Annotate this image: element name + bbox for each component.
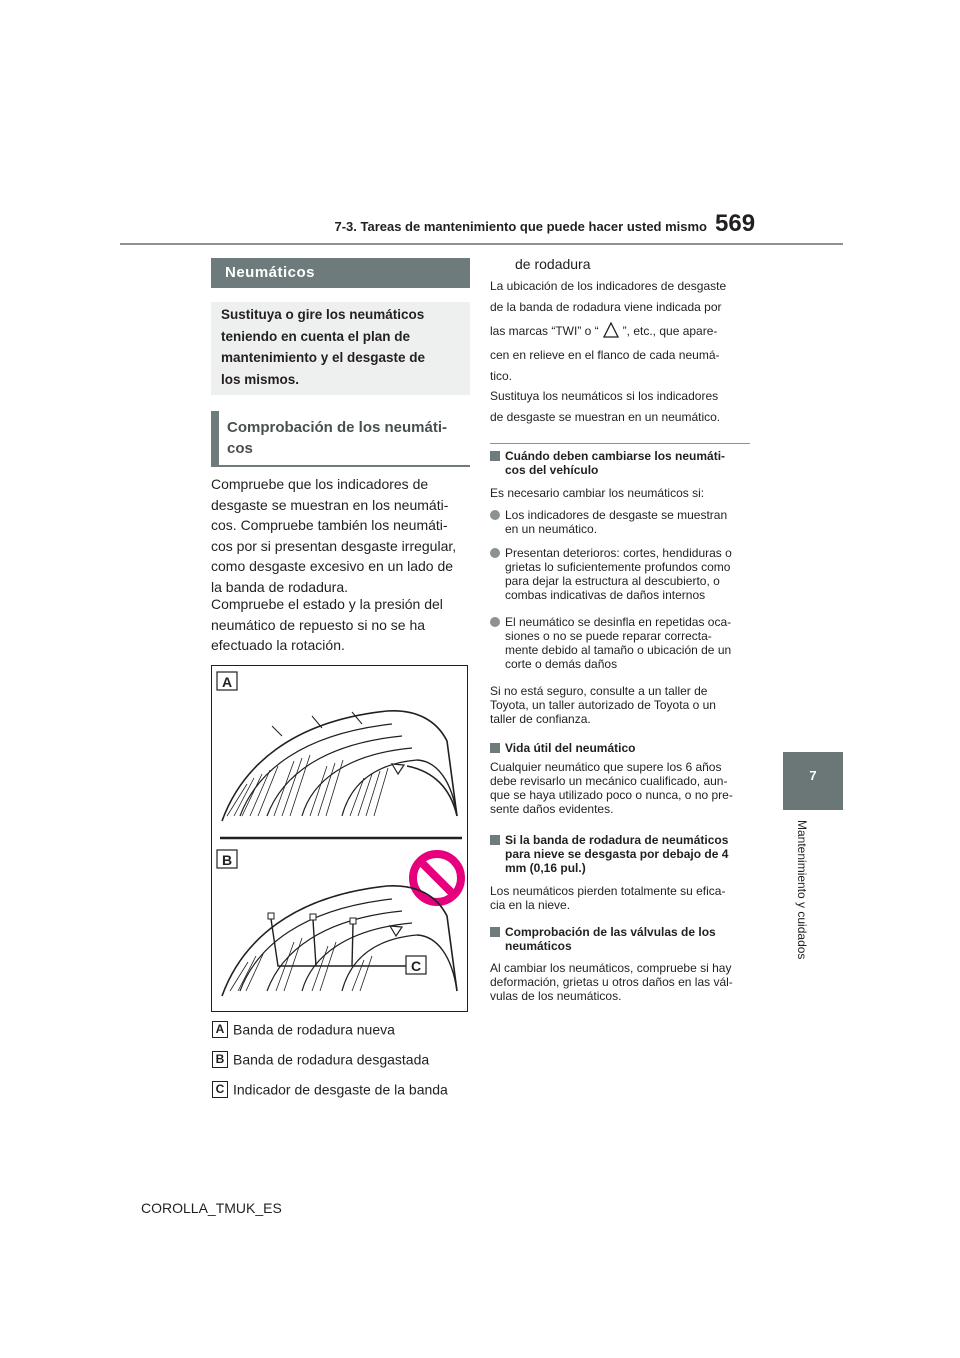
para-line: deformación, grietas u otros daños en las vál-	[490, 975, 733, 989]
prohibited-icon	[413, 854, 461, 902]
heading-line: Cuándo deben cambiarse los neumáti-	[505, 449, 726, 463]
para-line: que se haya utilizado poco o nunca, o no pre-	[490, 788, 733, 802]
legend-text: Banda de rodadura nueva	[233, 1021, 395, 1038]
bullet-item	[490, 546, 752, 602]
chapter-title: Mantenimiento y cuidados	[795, 820, 809, 960]
legend-item-a	[212, 1020, 395, 1040]
new-tread-icon	[222, 711, 457, 821]
wear-indicator-triangle-icon	[603, 322, 619, 338]
twi-line: tico.	[490, 368, 513, 383]
heading-line: Si la banda de rodadura de neumáticos	[505, 833, 729, 847]
heading-line: Vida útil del neumático	[505, 741, 636, 755]
heading-line: para nieve se desgasta por debajo de 4	[505, 847, 729, 861]
twi-line: La ubicación de los indicadores de desgaste	[490, 279, 727, 293]
legend-text: Indicador de desgaste de la banda	[233, 1081, 448, 1098]
sub-heading	[211, 411, 470, 467]
sub-heading-line: cos	[227, 440, 253, 457]
bullet-line: en un neumático.	[505, 522, 598, 536]
paragraph-check	[211, 474, 469, 597]
twi-line-part: ”, etc., que apare-	[622, 324, 718, 338]
twi-paragraph	[490, 276, 752, 427]
bullet-line: Los indicadores de desgaste se muestran	[505, 508, 728, 522]
main-heading: Neumáticos	[211, 258, 470, 288]
snow-paragraph	[490, 884, 752, 912]
heading-line: mm (0,16 pul.)	[505, 861, 586, 875]
twi-line: Sustituya los neumáticos si los indicadores	[490, 389, 719, 403]
label-b: B	[221, 852, 233, 868]
label-a: A	[221, 674, 233, 690]
bullet-line: grietas lo suficientemente profundos como	[505, 560, 731, 574]
chapter-number: 7	[809, 768, 817, 783]
legend-key: B	[212, 1051, 228, 1068]
para-line: desgaste se muestran en los neumáti-	[211, 496, 449, 513]
para-line: como desgaste excesivo en un lado de	[211, 558, 454, 574]
intro-line: mantenimiento y el desgaste de	[221, 350, 426, 365]
twi-line: cen en relieve en el flanco de cada neumá-	[490, 348, 720, 362]
para-line: Toyota, un taller autorizado de Toyota o un	[490, 698, 716, 712]
heading-line: Comprobación de las válvulas de los	[505, 925, 716, 939]
intro-line: los mismos.	[221, 371, 300, 387]
bullet-line: para dejar la estructura al descubierto, o	[505, 574, 720, 588]
para-line: cos. Compruebe también los neumáti-	[211, 517, 448, 533]
header-rule	[120, 243, 843, 245]
unsure-paragraph	[490, 684, 752, 726]
para-line: vulas de los neumáticos.	[490, 989, 622, 1003]
para-line: la banda de rodadura.	[211, 578, 348, 595]
heading-line: cos del vehículo	[505, 463, 599, 477]
legend-text: Banda de rodadura desgastada	[233, 1051, 430, 1068]
chapter-tab	[783, 752, 843, 810]
para-line: Los neumáticos pierden totalmente su efica-	[490, 884, 726, 898]
twi-line: de desgaste se muestran en un neumático.	[490, 409, 721, 424]
valve-paragraph	[490, 961, 752, 1003]
legend-key: C	[212, 1081, 228, 1098]
legend-continuation: de rodadura	[515, 256, 591, 272]
worn-tread-icon	[222, 886, 457, 996]
tire-tread-figure	[211, 665, 468, 1012]
para-line: cos por si presentan desgaste irregular,	[211, 537, 457, 554]
document-code: COROLLA_TMUK_ES	[141, 1200, 282, 1216]
para-line: Si no está seguro, consulte a un taller de	[490, 684, 708, 698]
sub-heading-text	[227, 417, 467, 459]
bullet-item	[490, 615, 752, 671]
para-line: sente daños evidentes.	[490, 802, 614, 816]
legend-item-c	[212, 1080, 448, 1100]
para-line: cia en la nieve.	[490, 898, 571, 912]
para-line: efectuado la rotación.	[211, 637, 345, 653]
twi-line-mark	[490, 317, 752, 345]
bullet-line: Presentan deterioros: cortes, hendiduras o	[505, 546, 732, 560]
intro-line: teniendo en cuenta el plan de	[221, 328, 411, 344]
bullet-line: siones o no se puede reparar correcta-	[505, 629, 712, 643]
para-line: Compruebe el estado y la presión del	[211, 596, 443, 612]
para-line: Al cambiar los neumáticos, compruebe si hay	[490, 961, 732, 975]
sub-heading-bar	[211, 411, 219, 465]
para-line: debe revisarlo un mecánico cualificado, aun-	[490, 774, 728, 788]
valve-heading	[490, 925, 752, 953]
bullet-line: corte o demás daños	[505, 657, 618, 671]
label-c: C	[410, 958, 422, 974]
twi-line: de la banda de rodadura viene indicada por	[490, 299, 722, 314]
bullet-item	[490, 508, 752, 536]
page-number: 569	[715, 210, 756, 237]
snow-heading	[490, 833, 752, 875]
bullet-line: mente debido al tamaño o ubicación de un	[505, 643, 732, 657]
legend-item-b	[212, 1050, 429, 1070]
bullet-line: El neumático se desinfla en repetidas oca-	[505, 615, 732, 629]
intro-box	[211, 302, 470, 395]
life-paragraph	[490, 760, 752, 816]
heading-line: neumáticos	[505, 939, 572, 953]
sub-heading-line: Comprobación de los neumáti-	[227, 419, 448, 436]
section-rule	[490, 443, 750, 444]
legend-key: A	[212, 1021, 228, 1038]
para-line: taller de confianza.	[490, 712, 591, 726]
intro-line: Sustituya o gire los neumáticos	[221, 307, 425, 322]
paragraph-spare	[211, 594, 469, 656]
when-intro: Es necesario cambiar los neumáticos si:	[490, 486, 705, 500]
section-title: 7-3. Tareas de mantenimiento que puede hacer usted mismo	[334, 219, 707, 234]
bullet-line: combas indicativas de daños internos	[505, 588, 706, 602]
para-line: Compruebe que los indicadores de	[211, 476, 429, 492]
twi-line-part: las marcas “TWI” o “	[490, 324, 599, 338]
para-line: neumático de repuesto si no se ha	[211, 616, 426, 633]
when-heading	[490, 449, 752, 477]
para-line: Cualquier neumático que supere los 6 años	[490, 760, 722, 774]
tire-illustration	[212, 666, 467, 1011]
life-heading	[490, 741, 752, 755]
